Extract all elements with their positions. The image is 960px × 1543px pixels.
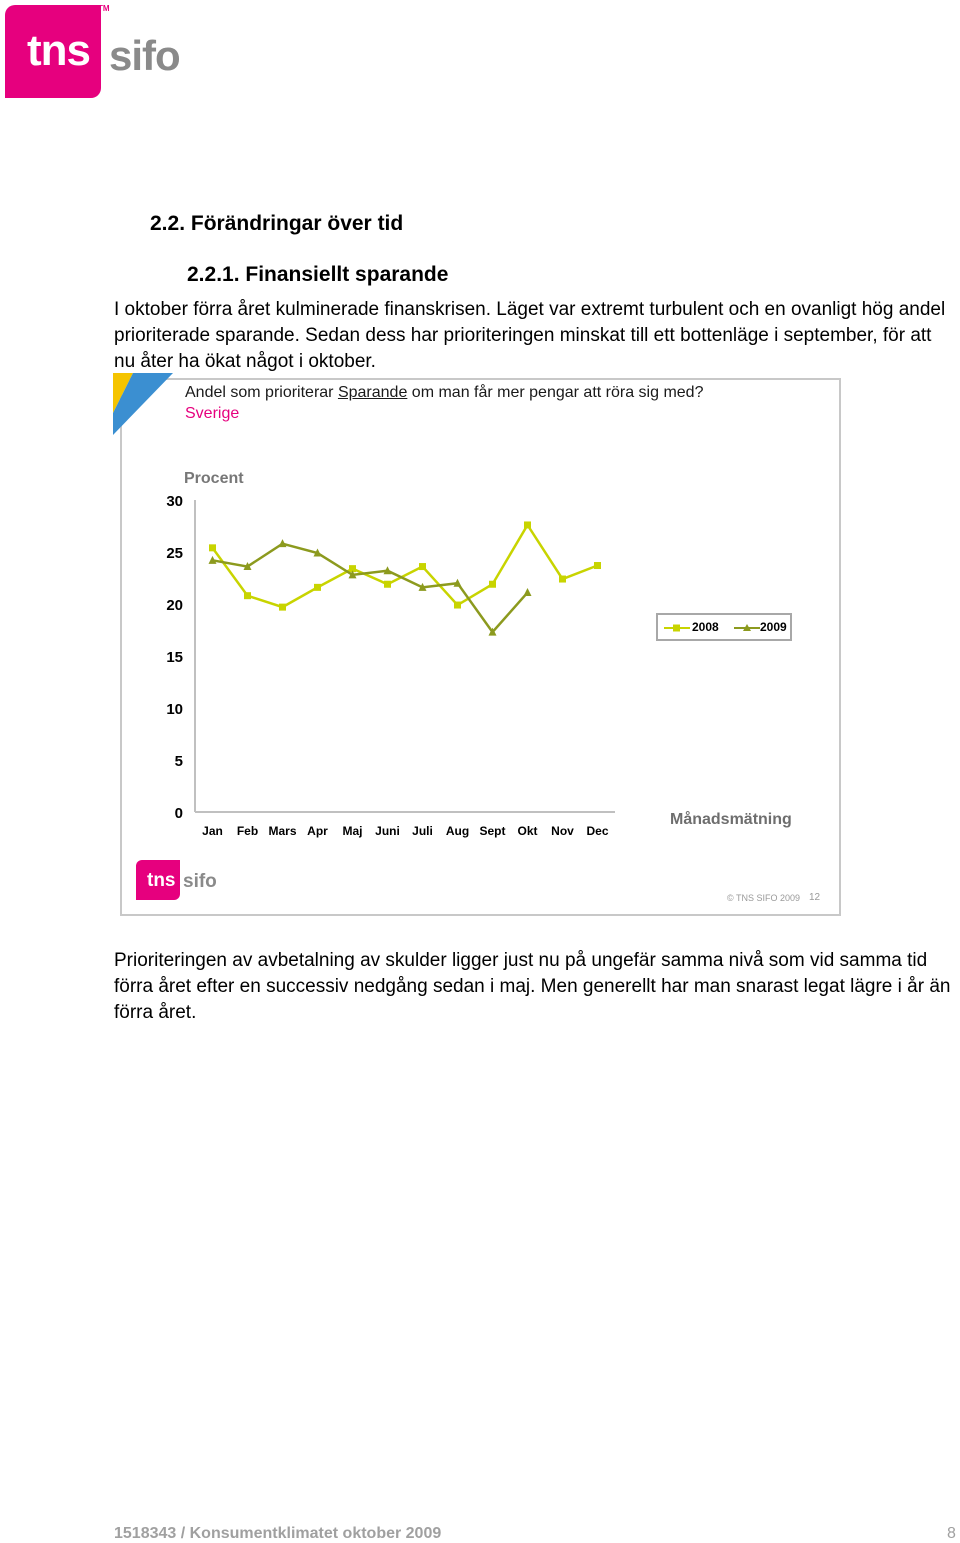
y-tick-label: 10 — [166, 701, 183, 718]
chart-subtitle: Sverige — [185, 405, 240, 422]
data-point-2008 — [314, 584, 321, 591]
data-point-2008 — [454, 602, 461, 609]
slide-logo — [136, 860, 226, 900]
data-point-2009 — [524, 588, 532, 596]
data-point-2008 — [384, 581, 391, 588]
legend-swatch-2008 — [662, 621, 692, 635]
data-point-2008 — [489, 581, 496, 588]
summary-paragraph: Prioriteringen av avbetalning av skulder ligger just nu på ungefär samma nivå som vid samma tid förra året efter en successiv nedgång sedan i maj. Men generellt har man snarast legat lägre i år än förra året. — [114, 950, 951, 1023]
page-footer: 1518343 / Konsumentklimatet oktober 2009 — [114, 1525, 442, 1542]
y-tick-label: 20 — [166, 597, 183, 614]
slide-logo-text-sifo: sifo — [183, 871, 217, 892]
legend-swatch-2009 — [732, 621, 762, 635]
chart-question-after: om man får mer pengar att röra sig med? — [407, 384, 704, 401]
x-tick-label: Aug — [445, 824, 470, 838]
slide-logo-text-tns: tns — [147, 870, 176, 891]
x-tick-label: Apr — [307, 824, 328, 838]
chart-legend — [656, 613, 792, 641]
section-heading: 2.2. Förändringar över tid — [150, 212, 404, 235]
data-point-2008 — [279, 604, 286, 611]
x-tick-label: Juli — [412, 824, 433, 838]
y-tick-label: 5 — [174, 753, 183, 770]
x-axis-title: Månadsmätning — [670, 811, 792, 828]
data-point-2008 — [209, 544, 216, 551]
legend-label-2008: 2008 — [692, 620, 719, 634]
slide-copyright: © TNS SIFO 2009 — [727, 893, 800, 903]
legend-label-2009: 2009 — [760, 620, 787, 634]
y-axis-title: Procent — [184, 470, 244, 487]
slide-number: 12 — [809, 892, 821, 903]
data-point-2008 — [244, 592, 251, 599]
x-tick-label: Sept — [479, 824, 506, 838]
chart-question-before: Andel som prioriterar — [185, 384, 338, 401]
data-point-2008 — [594, 562, 601, 569]
x-tick-label: Dec — [586, 824, 609, 838]
y-tick-label: 15 — [166, 649, 183, 666]
x-tick-label: Mars — [268, 824, 297, 838]
intro-paragraph: I oktober förra året kulminerade finanskrisen. Läget var extremt turbulent och en ovanligt hög andel prioriterade sparande. Sedan dess har prioriteringen minskat till ett bottenläge i september, för att nu åter ha ökat något i oktober. — [114, 299, 946, 372]
data-point-2008 — [559, 576, 566, 583]
y-tick-label: 0 — [174, 805, 183, 822]
x-tick-label: Juni — [375, 824, 400, 838]
logo-text-sifo: sifo — [109, 32, 180, 79]
subsection-heading: 2.2.1. Finansiellt sparande — [187, 263, 449, 286]
series-line-2008 — [213, 525, 598, 607]
y-tick-label: 30 — [166, 493, 183, 510]
x-tick-label: Nov — [551, 824, 574, 838]
y-tick-label: 25 — [166, 545, 183, 562]
series-line-2009 — [213, 544, 528, 632]
data-point-2008 — [524, 521, 531, 528]
x-tick-label: Feb — [236, 824, 259, 838]
logo-trademark: TM — [98, 4, 110, 13]
x-tick-label: Okt — [517, 824, 538, 838]
logo-text-tns: tns — [27, 26, 90, 75]
data-point-2008 — [419, 563, 426, 570]
chart-question-keyword: Sparande — [337, 384, 408, 401]
x-tick-label: Maj — [342, 824, 363, 838]
x-tick-label: Jan — [202, 824, 223, 838]
page-number: 8 — [947, 1525, 956, 1542]
